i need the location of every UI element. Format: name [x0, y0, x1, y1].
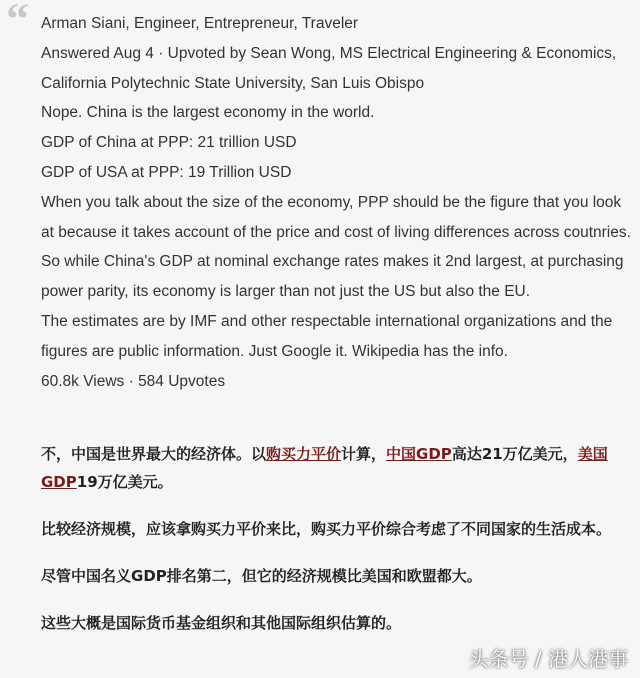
translation-paragraph — [41, 440, 633, 496]
link-ppp[interactable]: 购买力平价 — [266, 445, 342, 463]
quote-mark-icon: “ — [6, 0, 29, 44]
link-china-gdp[interactable]: 中国GDP — [386, 445, 452, 463]
watermark: 头条号 / 港人港事 — [468, 647, 628, 671]
translation-text: 高达21万亿美元， — [451, 445, 578, 463]
chinese-translation — [41, 440, 633, 656]
answer-paragraph: GDP of China at PPP: 21 trillion USD — [41, 134, 297, 152]
translation-text: 19万亿美元。 — [76, 473, 173, 491]
answer-english — [41, 9, 633, 396]
answer-paragraph: GDP of USA at PPP: 19 Trillion USD — [41, 163, 292, 181]
translation-paragraph: 比较经济规模，应该拿购买力平价来比，购买力平价综合考虑了不同国家的生活成本。 — [41, 520, 612, 538]
link-us-gdp[interactable]: 美国GDP — [41, 445, 608, 491]
author-line: Arman Siani, Engineer, Entrepreneur, Traveler — [41, 15, 359, 32]
translation-text: 计算， — [341, 445, 387, 463]
translation-paragraph: 尽管中国名义GDP排名第二，但它的经济规模比美国和欧盟都大。 — [41, 567, 482, 585]
meta-line: Answered Aug 4 · Upvoted by Sean Wong, MS Electrical Engineering & Economics, California Polytechnic State University, San Luis Obispo — [41, 44, 617, 92]
translation-text: 不，中国是世界最大的经济体。以 — [41, 445, 267, 463]
answer-stats: 60.8k Views · 584 Upvotes — [41, 372, 226, 390]
answer-paragraph: So while China's GDP at nominal exchange rates makes it 2nd largest, at purchasing power parity, its economy is larger than not just the US but also the EU. — [41, 253, 624, 301]
answer-paragraph: Nope. China is the largest economy in the world. — [41, 104, 375, 122]
answer-paragraph: The estimates are by IMF and other respectable international organizations and the figures are public information. Just Google it. Wikipedia has the info. — [41, 312, 613, 360]
answer-paragraph: When you talk about the size of the economy, PPP should be the figure that you look at because it takes account of the price and cost of living differences across coutnries. — [41, 193, 631, 241]
translation-paragraph: 这些大概是国际货币基金组织和其他国际组织估算的。 — [41, 614, 402, 632]
